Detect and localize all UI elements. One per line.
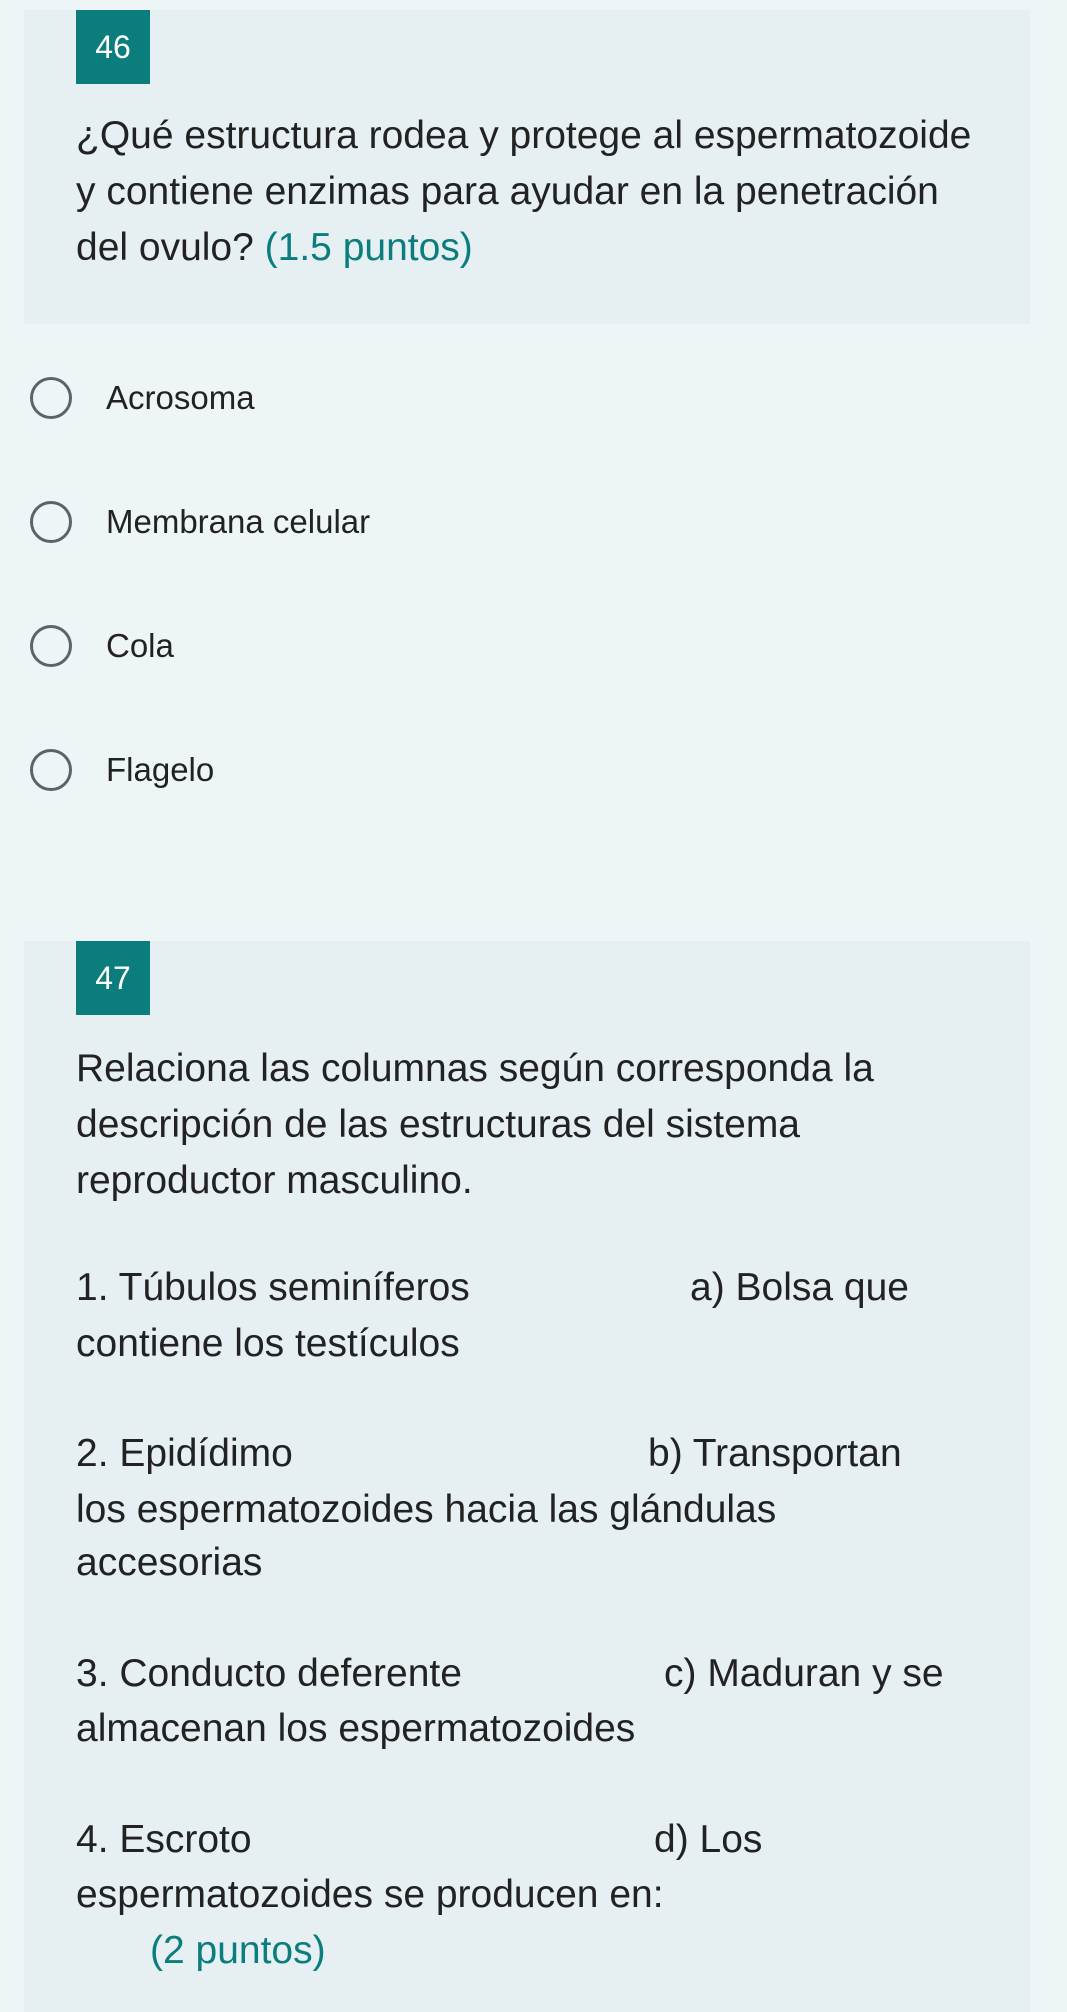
match-left: 3. Conducto deferente bbox=[76, 1652, 462, 1695]
radio-button-icon[interactable] bbox=[30, 749, 72, 791]
question-card-46 bbox=[24, 10, 1030, 324]
match-left: 2. Epidídimo bbox=[76, 1432, 293, 1475]
match-continuation: almacenan los espermatozoides bbox=[76, 1707, 636, 1750]
question-number-badge: 47 bbox=[76, 941, 150, 1015]
question-prompt: ¿Qué estructura rodea y protege al espermatozoide y contiene enzimas para ayudar en la penetración del ovulo? bbox=[76, 114, 972, 269]
match-continuation: contiene los testículos bbox=[76, 1322, 460, 1365]
option-label: Cola bbox=[106, 627, 174, 664]
question-number-badge: 46 bbox=[76, 10, 150, 84]
option-cola[interactable] bbox=[30, 618, 174, 674]
match-right: a) Bolsa que bbox=[690, 1266, 909, 1309]
match-right: d) Los bbox=[654, 1818, 763, 1861]
radio-button-icon[interactable] bbox=[30, 501, 72, 543]
match-row-3 bbox=[76, 1646, 990, 1702]
question-prompt: Relaciona las columnas según corresponda la descripción de las estructuras del sistema reproductor masculino. bbox=[76, 1047, 874, 1202]
match-row-2 bbox=[76, 1426, 990, 1482]
match-left: 1. Túbulos seminíferos bbox=[76, 1266, 470, 1309]
match-continuation: los espermatozoides hacia las glándulas bbox=[76, 1488, 777, 1531]
match-row-4 bbox=[76, 1812, 990, 1868]
match-right: c) Maduran y se bbox=[664, 1652, 944, 1695]
match-left: 4. Escroto bbox=[76, 1818, 252, 1861]
option-membrana-celular[interactable] bbox=[30, 494, 370, 550]
question-points: (2 puntos) bbox=[150, 1929, 326, 1972]
question-card-47 bbox=[24, 941, 1030, 2012]
match-continuation: espermatozoides se producen en: bbox=[76, 1873, 664, 1916]
option-flagelo[interactable] bbox=[30, 742, 214, 798]
match-right: b) Transportan bbox=[648, 1432, 902, 1475]
option-label: Acrosoma bbox=[106, 379, 255, 416]
radio-button-icon[interactable] bbox=[30, 625, 72, 667]
option-label: Membrana celular bbox=[106, 503, 371, 540]
option-label: Flagelo bbox=[106, 751, 215, 788]
radio-button-icon[interactable] bbox=[30, 377, 72, 419]
question-points: (1.5 puntos) bbox=[264, 226, 473, 269]
option-acrosoma[interactable] bbox=[30, 370, 255, 426]
match-row-1 bbox=[76, 1260, 990, 1316]
question-text bbox=[76, 108, 990, 276]
match-continuation: accesorias bbox=[76, 1541, 263, 1584]
